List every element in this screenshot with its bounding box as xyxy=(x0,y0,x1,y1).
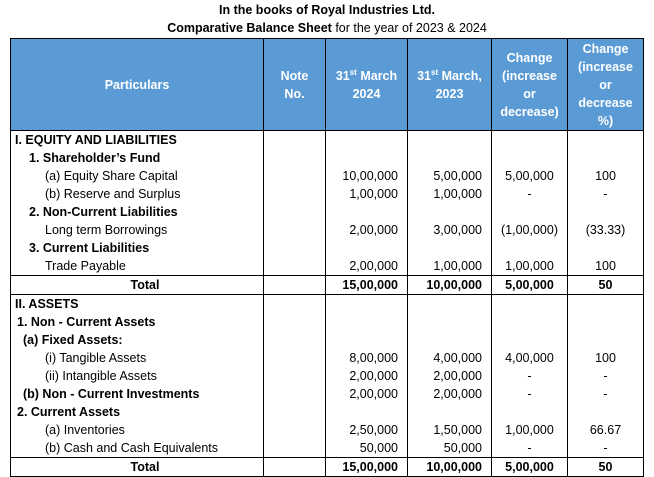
table-row xyxy=(11,367,644,385)
change-amount-cell: 5,00,000 xyxy=(492,276,568,295)
table-row xyxy=(11,239,644,257)
change-amount-cell: 4,00,000 xyxy=(492,349,568,367)
particulars-cell: (b) Reserve and Surplus xyxy=(11,185,264,203)
change-amount-cell: 1,00,000 xyxy=(492,421,568,439)
note-cell xyxy=(264,276,326,295)
table-row xyxy=(11,295,644,314)
particulars-cell: 3. Current Liabilities xyxy=(11,239,264,257)
change-percent-cell: 100 xyxy=(568,349,644,367)
note-cell xyxy=(264,439,326,458)
change-percent-cell: - xyxy=(568,385,644,403)
note-cell xyxy=(264,385,326,403)
value-2023-cell: 2,00,000 xyxy=(408,385,492,403)
value-2024-cell: 2,50,000 xyxy=(326,421,408,439)
change-amount-cell xyxy=(492,239,568,257)
value-2024-cell: 2,00,000 xyxy=(326,367,408,385)
note-cell xyxy=(264,221,326,239)
value-2024-cell: 2,00,000 xyxy=(326,257,408,276)
note-cell xyxy=(264,331,326,349)
table-row xyxy=(11,131,644,150)
change-amount-cell: - xyxy=(492,385,568,403)
value-2023-cell: 10,00,000 xyxy=(408,276,492,295)
change-percent-cell xyxy=(568,403,644,421)
change-amount-cell: 5,00,000 xyxy=(492,167,568,185)
value-2024-cell: 15,00,000 xyxy=(326,458,408,477)
particulars-cell: (ii) Intangible Assets xyxy=(11,367,264,385)
change-amount-cell: - xyxy=(492,439,568,458)
note-cell xyxy=(264,403,326,421)
value-2024-cell: 15,00,000 xyxy=(326,276,408,295)
value-2023-cell: 1,00,000 xyxy=(408,185,492,203)
change-percent-cell xyxy=(568,203,644,221)
value-2023-cell: 1,00,000 xyxy=(408,257,492,276)
change-amount-cell xyxy=(492,331,568,349)
change-percent-cell xyxy=(568,313,644,331)
change-amount-cell: - xyxy=(492,185,568,203)
particulars-cell: (a) Fixed Assets: xyxy=(11,331,264,349)
header-2024: 31st March 2024 xyxy=(326,39,408,131)
value-2024-cell: 1,00,000 xyxy=(326,185,408,203)
note-cell xyxy=(264,149,326,167)
value-2023-cell xyxy=(408,331,492,349)
change-amount-cell: - xyxy=(492,367,568,385)
note-cell xyxy=(264,313,326,331)
table-row xyxy=(11,385,644,403)
change-amount-cell xyxy=(492,149,568,167)
header-change-absolute: Change (increase or decrease) xyxy=(492,39,568,131)
particulars-cell: Total xyxy=(11,276,264,295)
table-row xyxy=(11,349,644,367)
value-2023-cell xyxy=(408,295,492,314)
change-amount-cell xyxy=(492,313,568,331)
particulars-cell: 2. Current Assets xyxy=(11,403,264,421)
table-row xyxy=(11,149,644,167)
table-row xyxy=(11,421,644,439)
header-row xyxy=(11,39,644,131)
note-cell xyxy=(264,295,326,314)
particulars-cell: II. ASSETS xyxy=(11,295,264,314)
note-cell xyxy=(264,131,326,150)
value-2023-cell: 5,00,000 xyxy=(408,167,492,185)
note-cell xyxy=(264,239,326,257)
particulars-cell: 2. Non-Current Liabilities xyxy=(11,203,264,221)
change-amount-cell xyxy=(492,295,568,314)
value-2024-cell xyxy=(326,403,408,421)
value-2024-cell: 2,00,000 xyxy=(326,385,408,403)
value-2024-cell: 8,00,000 xyxy=(326,349,408,367)
table-row xyxy=(11,439,644,458)
change-percent-cell: (33.33) xyxy=(568,221,644,239)
particulars-cell: I. EQUITY AND LIABILITIES xyxy=(11,131,264,150)
change-amount-cell: 1,00,000 xyxy=(492,257,568,276)
change-percent-cell xyxy=(568,131,644,150)
change-percent-cell xyxy=(568,149,644,167)
note-cell xyxy=(264,203,326,221)
value-2024-cell xyxy=(326,149,408,167)
note-cell xyxy=(264,257,326,276)
value-2024-cell xyxy=(326,203,408,221)
value-2023-cell xyxy=(408,239,492,257)
particulars-cell: Long term Borrowings xyxy=(11,221,264,239)
particulars-cell: (i) Tangible Assets xyxy=(11,349,264,367)
document-title: In the books of Royal Industries Ltd. xyxy=(219,3,435,17)
change-percent-cell xyxy=(568,295,644,314)
value-2023-cell xyxy=(408,149,492,167)
particulars-cell: Trade Payable xyxy=(11,257,264,276)
particulars-cell: Total xyxy=(11,458,264,477)
change-percent-cell: - xyxy=(568,367,644,385)
table-row xyxy=(11,257,644,276)
value-2024-cell xyxy=(326,239,408,257)
value-2024-cell: 2,00,000 xyxy=(326,221,408,239)
value-2024-cell xyxy=(326,295,408,314)
table-row xyxy=(11,203,644,221)
value-2024-cell xyxy=(326,331,408,349)
change-percent-cell: 50 xyxy=(568,276,644,295)
change-percent-cell: 100 xyxy=(568,257,644,276)
header-particulars: Particulars xyxy=(11,39,264,131)
change-amount-cell xyxy=(492,203,568,221)
change-amount-cell xyxy=(492,403,568,421)
note-cell xyxy=(264,167,326,185)
particulars-cell: 1. Shareholder’s Fund xyxy=(11,149,264,167)
total-row xyxy=(11,458,644,477)
change-percent-cell: 50 xyxy=(568,458,644,477)
subtitle-rest: for the year of 2023 & 2024 xyxy=(331,21,487,35)
value-2024-cell: 10,00,000 xyxy=(326,167,408,185)
value-2023-cell: 3,00,000 xyxy=(408,221,492,239)
value-2023-cell xyxy=(408,313,492,331)
change-percent-cell xyxy=(568,331,644,349)
document-subtitle xyxy=(0,19,654,37)
particulars-cell: (a) Equity Share Capital xyxy=(11,167,264,185)
note-cell xyxy=(264,458,326,477)
value-2024-cell xyxy=(326,131,408,150)
header-note-no: Note No. xyxy=(264,39,326,131)
value-2023-cell: 50,000 xyxy=(408,439,492,458)
table-body xyxy=(11,131,644,477)
value-2024-cell xyxy=(326,313,408,331)
change-amount-cell xyxy=(492,131,568,150)
header-2023: 31st March, 2023 xyxy=(408,39,492,131)
table-row xyxy=(11,331,644,349)
value-2023-cell xyxy=(408,403,492,421)
table-row xyxy=(11,313,644,331)
change-percent-cell: 66.67 xyxy=(568,421,644,439)
note-cell xyxy=(264,185,326,203)
value-2023-cell: 4,00,000 xyxy=(408,349,492,367)
table-row xyxy=(11,403,644,421)
note-cell xyxy=(264,367,326,385)
header-change-percent: Change (increase or decrease %) xyxy=(568,39,644,131)
change-amount-cell: (1,00,000) xyxy=(492,221,568,239)
change-percent-cell: 100 xyxy=(568,167,644,185)
note-cell xyxy=(264,421,326,439)
value-2023-cell: 2,00,000 xyxy=(408,367,492,385)
particulars-cell: (b) Cash and Cash Equivalents xyxy=(11,439,264,458)
total-row xyxy=(11,276,644,295)
balance-sheet-table xyxy=(10,38,644,477)
change-percent-cell: - xyxy=(568,439,644,458)
value-2023-cell: 1,50,000 xyxy=(408,421,492,439)
change-percent-cell xyxy=(568,239,644,257)
change-amount-cell: 5,00,000 xyxy=(492,458,568,477)
table-row xyxy=(11,185,644,203)
table-row xyxy=(11,221,644,239)
change-percent-cell: - xyxy=(568,185,644,203)
particulars-cell: (a) Inventories xyxy=(11,421,264,439)
subtitle-bold: Comparative Balance Sheet xyxy=(167,21,332,35)
particulars-cell: 1. Non - Current Assets xyxy=(11,313,264,331)
note-cell xyxy=(264,349,326,367)
value-2023-cell xyxy=(408,131,492,150)
particulars-cell: (b) Non - Current Investments xyxy=(11,385,264,403)
table-row xyxy=(11,167,644,185)
value-2023-cell xyxy=(408,203,492,221)
value-2023-cell: 10,00,000 xyxy=(408,458,492,477)
value-2024-cell: 50,000 xyxy=(326,439,408,458)
